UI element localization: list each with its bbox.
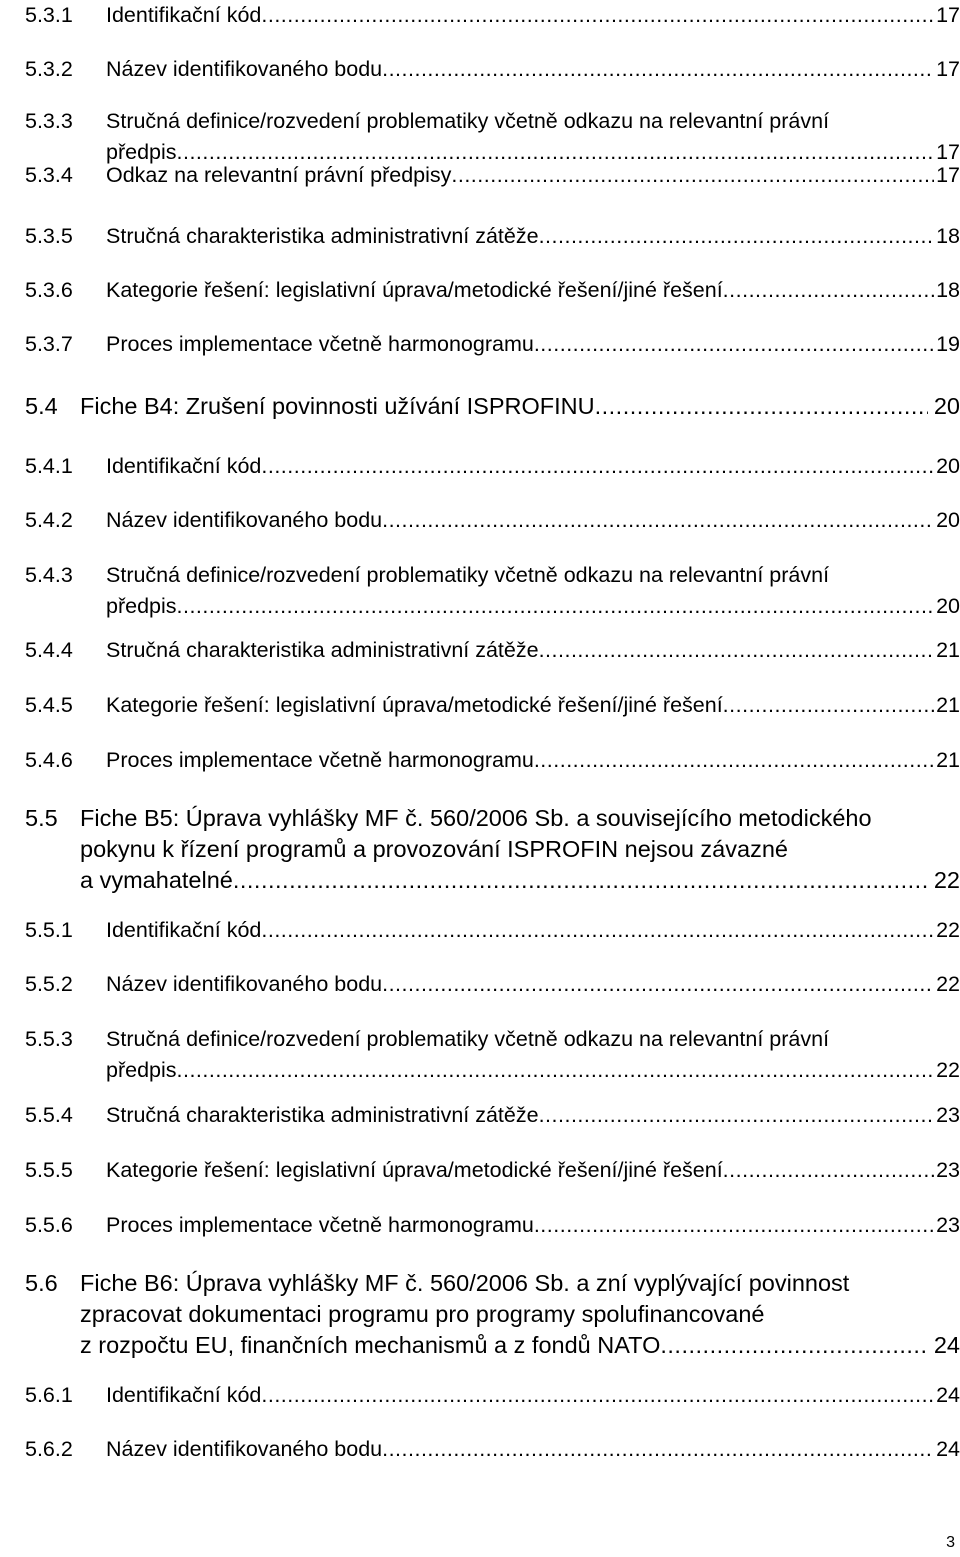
toc-entry-number: 5.5.5 xyxy=(25,1158,73,1182)
toc-entry-number: 5.4.5 xyxy=(25,693,73,717)
toc-entry-last-line xyxy=(106,0,960,31)
toc-entry-body xyxy=(106,106,960,168)
toc-entry-title-line: Identifikační kód xyxy=(106,1383,262,1407)
dot-leader xyxy=(177,591,935,622)
toc-entry-title-line: Stručná definice/rozvedení problematiky včetně odkazu na relevantní právní xyxy=(106,563,830,587)
toc-entry-title-line: Fiche B4: Zrušení povinnosti užívání ISPROFINU xyxy=(80,393,595,419)
toc-entry-body xyxy=(106,1100,960,1131)
toc-entry-number: 5.3.4 xyxy=(25,163,73,187)
toc-entry-page-number: 23 xyxy=(936,1213,960,1237)
dot-leader xyxy=(261,0,934,31)
toc-entry-number: 5.3.5 xyxy=(25,224,73,248)
toc-entry[interactable] xyxy=(25,451,960,482)
toc-entry-body xyxy=(106,1380,960,1411)
toc-entry-title-line: pokynu k řízení programů a provozování ISPROFIN nejsou závazné xyxy=(80,836,788,862)
toc-entry[interactable] xyxy=(25,1024,960,1086)
toc-entry-last-line xyxy=(80,865,960,896)
toc-entry-title-line: předpis xyxy=(106,1058,177,1082)
toc-entry-title-line: Název identifikovaného bodu xyxy=(106,508,383,532)
toc-entry-title-line: Kategorie řešení: legislativní úprava/metodické řešení/jiné řešení xyxy=(106,278,723,302)
toc-entry-number: 5.6 xyxy=(25,1270,58,1296)
toc-entry[interactable] xyxy=(25,690,960,721)
toc-entry-body xyxy=(106,221,960,252)
toc-entry[interactable] xyxy=(25,391,960,422)
toc-entry-title-line: Název identifikovaného bodu xyxy=(106,57,383,81)
dot-leader xyxy=(723,275,934,306)
toc-entry-page-number: 17 xyxy=(936,3,960,27)
toc-entry-number: 5.6.1 xyxy=(25,1383,73,1407)
toc-entry-last-line xyxy=(106,54,960,85)
toc-entry-last-line xyxy=(80,391,960,422)
dot-leader xyxy=(382,505,934,536)
toc-entry[interactable] xyxy=(25,1380,960,1411)
toc-entry-page-number: 17 xyxy=(936,140,960,164)
toc-entry[interactable] xyxy=(25,106,960,168)
dot-leader xyxy=(723,1155,934,1186)
toc-entry-number: 5.4.3 xyxy=(25,563,73,587)
toc-entry[interactable] xyxy=(25,221,960,252)
toc-entry-page-number: 23 xyxy=(936,1158,960,1182)
toc-entry-page-number: 20 xyxy=(933,393,960,419)
toc-entry-body xyxy=(106,1155,960,1186)
toc-entry-page-number: 17 xyxy=(936,163,960,187)
toc-entry-number: 5.3.2 xyxy=(25,57,73,81)
toc-entry-title-line: předpis xyxy=(106,140,177,164)
toc-entry-last-line xyxy=(106,1100,960,1131)
dot-leader xyxy=(660,1330,927,1361)
toc-entry-body xyxy=(106,329,960,360)
toc-entry-page-number: 23 xyxy=(936,1103,960,1127)
toc-entry-page-number: 18 xyxy=(936,224,960,248)
toc-entry[interactable] xyxy=(25,745,960,776)
toc-entry-last-line xyxy=(106,1155,960,1186)
dot-leader xyxy=(534,329,934,360)
toc-entry-last-line xyxy=(106,745,960,776)
toc-entry-title-line: Stručná definice/rozvedení problematiky včetně odkazu na relevantní právní xyxy=(106,1027,830,1051)
toc-entry-title-line: zpracovat dokumentaci programu pro programy spolufinancované xyxy=(80,1301,765,1327)
toc-entry-body xyxy=(106,560,960,622)
toc-entry-last-line xyxy=(106,1210,960,1241)
toc-entry-title-line: Identifikační kód xyxy=(106,454,262,478)
toc-entry-title-line: Fiche B5: Úprava vyhlášky MF č. 560/2006 Sb. a souvisejícího metodického xyxy=(80,805,872,831)
toc-entry-number: 5.3.6 xyxy=(25,278,73,302)
toc-entry-page-number: 18 xyxy=(936,278,960,302)
toc-entry-title-line: Identifikační kód xyxy=(106,918,262,942)
dot-leader xyxy=(382,1434,934,1465)
toc-entry-last-line xyxy=(106,969,960,1000)
toc-entry-page-number: 21 xyxy=(936,693,960,717)
dot-leader xyxy=(539,1100,935,1131)
toc-entry-title-line: Stručná definice/rozvedení problematiky včetně odkazu na relevantní právní xyxy=(106,109,830,133)
toc-entry-body xyxy=(106,1024,960,1086)
toc-entry-last-line xyxy=(106,221,960,252)
toc-entry-body xyxy=(80,1268,960,1361)
toc-entry-body xyxy=(106,0,960,31)
toc-entry-title-line: Název identifikovaného bodu xyxy=(106,972,383,996)
toc-entry-body xyxy=(106,505,960,536)
toc-entry[interactable] xyxy=(25,969,960,1000)
toc-entry-title-line: Proces implementace včetně harmonogramu xyxy=(106,1213,534,1237)
toc-entry-last-line xyxy=(106,591,960,622)
dot-leader xyxy=(261,1380,934,1411)
toc-entry-body xyxy=(106,275,960,306)
toc-entry-last-line xyxy=(106,915,960,946)
toc-entry-page-number: 22 xyxy=(936,1058,960,1082)
toc-entry[interactable] xyxy=(25,915,960,946)
toc-entry-page-number: 21 xyxy=(936,748,960,772)
dot-leader xyxy=(539,635,935,666)
toc-entry-number: 5.5 xyxy=(25,805,58,831)
dot-leader xyxy=(723,690,934,721)
toc-entry-number: 5.5.4 xyxy=(25,1103,73,1127)
toc-entry-body xyxy=(106,54,960,85)
dot-leader xyxy=(382,969,934,1000)
dot-leader xyxy=(451,160,934,191)
toc-entry-number: 5.6.2 xyxy=(25,1437,73,1461)
toc-entry-number: 5.4.2 xyxy=(25,508,73,532)
toc-entry-last-line xyxy=(106,1055,960,1086)
toc-entry[interactable] xyxy=(25,1155,960,1186)
toc-entry-last-line xyxy=(106,1434,960,1465)
toc-entry[interactable] xyxy=(25,275,960,306)
toc-entry-page-number: 21 xyxy=(936,638,960,662)
toc-entry-last-line xyxy=(106,329,960,360)
toc-entry-number: 5.3.3 xyxy=(25,109,73,133)
page-number: 3 xyxy=(946,1534,955,1551)
toc-entry[interactable] xyxy=(25,329,960,360)
toc-entry[interactable] xyxy=(25,160,960,191)
toc-entry[interactable] xyxy=(25,1210,960,1241)
toc-entry-last-line xyxy=(106,451,960,482)
toc-entry-title-line: a vymahatelné xyxy=(80,867,233,893)
toc-entry[interactable] xyxy=(25,1100,960,1131)
toc-entry-body xyxy=(106,1210,960,1241)
toc-entry-body xyxy=(106,690,960,721)
dot-leader xyxy=(539,221,935,252)
toc-entry[interactable] xyxy=(25,505,960,536)
toc-entry-last-line xyxy=(106,505,960,536)
dot-leader xyxy=(261,451,934,482)
toc-entry-page-number: 22 xyxy=(933,867,960,893)
toc-entry-title-line: Proces implementace včetně harmonogramu xyxy=(106,748,534,772)
toc-entry-title-line: Identifikační kód xyxy=(106,3,262,27)
toc-entry[interactable] xyxy=(25,1434,960,1465)
toc-entry[interactable] xyxy=(25,560,960,622)
toc-entry-number: 5.3.1 xyxy=(25,3,73,27)
toc-entry-number: 5.4.6 xyxy=(25,748,73,772)
toc-entry[interactable] xyxy=(25,1268,960,1361)
toc-entry-page-number: 17 xyxy=(936,57,960,81)
dot-leader xyxy=(233,865,928,896)
toc-entry-body xyxy=(106,969,960,1000)
toc-entry-page-number: 20 xyxy=(936,508,960,532)
toc-entry-page-number: 20 xyxy=(936,454,960,478)
toc-entry-page-number: 22 xyxy=(936,972,960,996)
toc-entry-page-number: 19 xyxy=(936,332,960,356)
toc-entry-page-number: 24 xyxy=(936,1383,960,1407)
dot-leader xyxy=(177,1055,935,1086)
dot-leader xyxy=(382,54,934,85)
toc-entry-title-line: Stručná charakteristika administrativní zátěže xyxy=(106,1103,539,1127)
toc-entry-number: 5.5.1 xyxy=(25,918,73,942)
toc-entry-body xyxy=(80,391,960,422)
toc-entry-last-line xyxy=(106,690,960,721)
toc-entry-title-line: Název identifikovaného bodu xyxy=(106,1437,383,1461)
toc-entry-last-line xyxy=(106,275,960,306)
toc-entry-title-line: Kategorie řešení: legislativní úprava/metodické řešení/jiné řešení xyxy=(106,693,723,717)
toc-entry-title-line: Odkaz na relevantní právní předpisy xyxy=(106,163,452,187)
toc-entry[interactable] xyxy=(25,803,960,896)
dot-leader xyxy=(261,915,934,946)
toc-entry-page-number: 24 xyxy=(936,1437,960,1461)
toc-entry-last-line xyxy=(106,160,960,191)
toc-entry-title-line: Proces implementace včetně harmonogramu xyxy=(106,332,534,356)
toc-entry-title-line: Fiche B6: Úprava vyhlášky MF č. 560/2006 Sb. a zní vyplývající povinnost xyxy=(80,1270,850,1296)
toc-entry-last-line xyxy=(106,1380,960,1411)
toc-entry-title-line: z rozpočtu EU, finančních mechanismů a z fondů NATO xyxy=(80,1332,661,1358)
toc-entry-body xyxy=(106,160,960,191)
toc-entry-title-line: předpis xyxy=(106,594,177,618)
toc-entry[interactable] xyxy=(25,54,960,85)
toc-entry-body xyxy=(80,803,960,896)
toc-entry-page-number: 24 xyxy=(933,1332,960,1358)
toc-entry-page-number: 20 xyxy=(936,594,960,618)
dot-leader xyxy=(534,745,934,776)
toc-entry-body xyxy=(106,745,960,776)
toc-entry-number: 5.5.6 xyxy=(25,1213,73,1237)
toc-entry[interactable] xyxy=(25,0,960,31)
toc-entry-number: 5.4.1 xyxy=(25,454,73,478)
toc-entry-title-line: Stručná charakteristika administrativní zátěže xyxy=(106,638,539,662)
toc-entry-last-line xyxy=(80,1330,960,1361)
toc-entry-number: 5.5.2 xyxy=(25,972,73,996)
toc-entry-body xyxy=(106,635,960,666)
toc-entry-last-line xyxy=(106,635,960,666)
toc-entry-number: 5.5.3 xyxy=(25,1027,73,1051)
toc-entry[interactable] xyxy=(25,635,960,666)
toc-entry-body xyxy=(106,915,960,946)
toc-entry-number: 5.3.7 xyxy=(25,332,73,356)
toc-entry-number: 5.4.4 xyxy=(25,638,73,662)
toc-entry-title-line: Kategorie řešení: legislativní úprava/metodické řešení/jiné řešení xyxy=(106,1158,723,1182)
dot-leader xyxy=(534,1210,934,1241)
toc-entry-page-number: 22 xyxy=(936,918,960,942)
toc-entry-title-line: Stručná charakteristika administrativní zátěže xyxy=(106,224,539,248)
dot-leader xyxy=(595,391,928,422)
toc-entry-number: 5.4 xyxy=(25,393,58,419)
toc-entry-body xyxy=(106,451,960,482)
toc-entry-body xyxy=(106,1434,960,1465)
